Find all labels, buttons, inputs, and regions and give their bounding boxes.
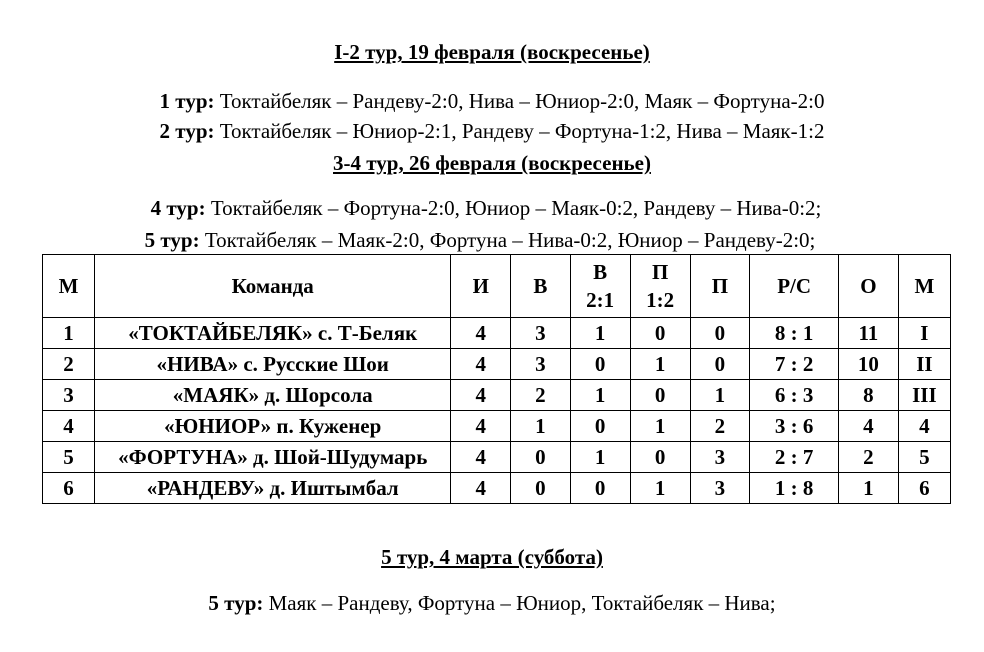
cell-losses: 3 (690, 442, 750, 473)
round-5-schedule-text: Маяк – Рандеву, Фортуна – Юниор, Токтайбеляк – Нива; (263, 591, 776, 615)
header-position: М (43, 255, 95, 318)
cell-losses: 0 (690, 318, 750, 349)
cell-games: 4 (451, 473, 511, 504)
round-2-label: 2 тур: (159, 119, 215, 143)
table-row (43, 318, 951, 349)
cell-games: 4 (451, 349, 511, 380)
header-wins-2-1-top: В (593, 260, 608, 284)
round-1-label: 1 тур: (159, 89, 215, 113)
cell-goal-ratio: 8 : 1 (750, 318, 839, 349)
round-4-text: Токтайбеляк – Фортуна-2:0, Юниор – Маяк-0:2, Рандеву – Нива-0:2; (205, 196, 822, 220)
cell-losses-1-2: 0 (630, 442, 690, 473)
cell-goal-ratio: 1 : 8 (750, 473, 839, 504)
cell-wins-2-1: 1 (570, 442, 630, 473)
cell-team: «ЮНИОР» п. Куженер (94, 411, 450, 442)
cell-position: 2 (43, 349, 95, 380)
cell-games: 4 (451, 411, 511, 442)
cell-losses: 3 (690, 473, 750, 504)
header-goal-ratio: Р/С (750, 255, 839, 318)
round-4-results (0, 196, 978, 221)
cell-team: «РАНДЕВУ» д. Иштымбал (94, 473, 450, 504)
cell-goal-ratio: 7 : 2 (750, 349, 839, 380)
cell-wins: 0 (511, 473, 571, 504)
header-losses-1-2-bottom: 1:2 (646, 288, 675, 312)
cell-points: 4 (839, 411, 899, 442)
cell-points: 2 (839, 442, 899, 473)
cell-wins-2-1: 1 (570, 318, 630, 349)
cell-team: «МАЯК» д. Шорсола (94, 380, 450, 411)
cell-place: 4 (898, 411, 950, 442)
cell-wins-2-1: 0 (570, 473, 630, 504)
header-wins-2-1 (570, 255, 630, 318)
standings-table (42, 254, 951, 504)
cell-points: 11 (839, 318, 899, 349)
cell-team: «ФОРТУНА» д. Шой-Шудумарь (94, 442, 450, 473)
cell-position: 4 (43, 411, 95, 442)
round-4-label: 4 тур: (150, 196, 206, 220)
cell-losses-1-2: 0 (630, 318, 690, 349)
cell-wins-2-1: 0 (570, 349, 630, 380)
cell-place: I (898, 318, 950, 349)
cell-wins-2-1: 1 (570, 380, 630, 411)
round-5-label: 5 тур: (144, 228, 200, 252)
cell-wins: 1 (511, 411, 571, 442)
header-losses-1-2-top: П (651, 260, 669, 284)
header-losses-1-2 (630, 255, 690, 318)
round-5-results (0, 228, 972, 253)
header-place: М (898, 255, 950, 318)
cell-games: 4 (451, 380, 511, 411)
header-losses: П (690, 255, 750, 318)
header-points: О (839, 255, 899, 318)
cell-wins: 2 (511, 380, 571, 411)
cell-place: 5 (898, 442, 950, 473)
table-row (43, 442, 951, 473)
cell-points: 8 (839, 380, 899, 411)
header-team: Команда (94, 255, 450, 318)
table-header-row (43, 255, 951, 318)
header-wins: В (511, 255, 571, 318)
cell-losses-1-2: 1 (630, 411, 690, 442)
cell-position: 3 (43, 380, 95, 411)
round-1-results (0, 89, 984, 114)
cell-games: 4 (451, 442, 511, 473)
round-5-schedule-label: 5 тур: (208, 591, 264, 615)
table-row (43, 349, 951, 380)
cell-points: 1 (839, 473, 899, 504)
cell-team: «ТОКТАЙБЕЛЯК» с. Т-Беляк (94, 318, 450, 349)
round-1-text: Токтайбеляк – Рандеву-2:0, Нива – Юниор-2:0, Маяк – Фортуна-2:0 (214, 89, 825, 113)
heading-rounds-1-2: I-2 тур, 19 февраля (воскресенье) (334, 40, 650, 64)
heading-round-5: 5 тур, 4 марта (суббота) (381, 545, 603, 569)
cell-position: 1 (43, 318, 95, 349)
cell-wins: 0 (511, 442, 571, 473)
cell-team: «НИВА» с. Русские Шои (94, 349, 450, 380)
cell-losses: 2 (690, 411, 750, 442)
cell-goal-ratio: 3 : 6 (750, 411, 839, 442)
cell-place: II (898, 349, 950, 380)
table-row (43, 380, 951, 411)
cell-points: 10 (839, 349, 899, 380)
cell-position: 6 (43, 473, 95, 504)
cell-losses: 1 (690, 380, 750, 411)
round-5-text: Токтайбеляк – Маяк-2:0, Фортуна – Нива-0:2, Юниор – Рандеву-2:0; (199, 228, 816, 252)
heading-rounds-3-4: 3-4 тур, 26 февраля (воскресенье) (333, 151, 651, 175)
cell-place: III (898, 380, 950, 411)
round-5-schedule (0, 591, 984, 616)
table-row (43, 411, 951, 442)
header-games: И (451, 255, 511, 318)
cell-place: 6 (898, 473, 950, 504)
round-2-text: Токтайбеляк – Юниор-2:1, Рандеву – Фортуна-1:2, Нива – Маяк-1:2 (214, 119, 825, 143)
cell-wins: 3 (511, 349, 571, 380)
cell-wins: 3 (511, 318, 571, 349)
cell-losses: 0 (690, 349, 750, 380)
cell-losses-1-2: 1 (630, 349, 690, 380)
cell-wins-2-1: 0 (570, 411, 630, 442)
cell-goal-ratio: 2 : 7 (750, 442, 839, 473)
cell-goal-ratio: 6 : 3 (750, 380, 839, 411)
table-row (43, 473, 951, 504)
cell-position: 5 (43, 442, 95, 473)
round-2-results (0, 119, 984, 144)
cell-losses-1-2: 1 (630, 473, 690, 504)
cell-losses-1-2: 0 (630, 380, 690, 411)
cell-games: 4 (451, 318, 511, 349)
header-wins-2-1-bottom: 2:1 (586, 288, 615, 312)
